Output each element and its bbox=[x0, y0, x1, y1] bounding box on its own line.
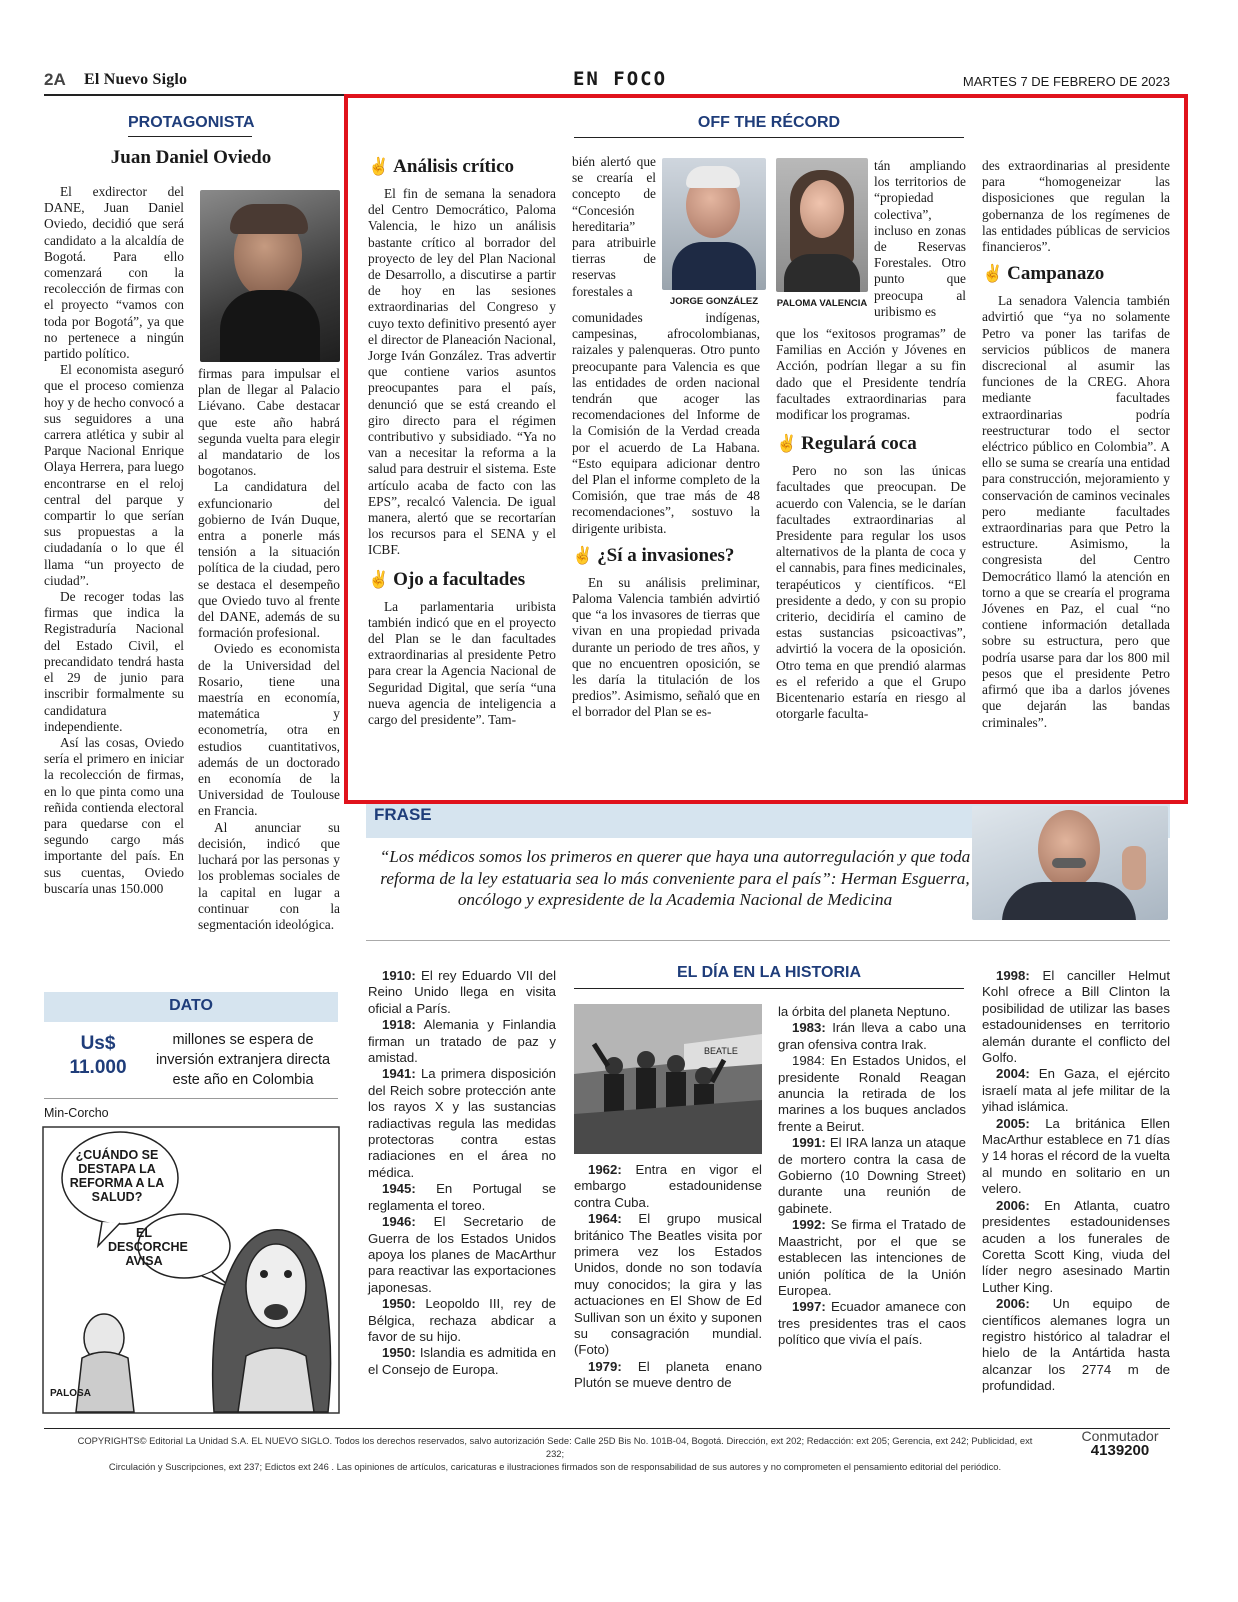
history-entry: 1910: El rey Eduardo VII del Reino Unido llega en visita oficial a París. bbox=[368, 968, 556, 1016]
footer-line: Circulación y Suscripciones, ext 237; Edictos ext 246 . Las opiniones de artículos, caricaturas e ilustraciones firmados son de responsabilidad de sus autores y no comprometen el pensamiento editorial del periódico. bbox=[108, 1461, 1002, 1472]
history-entry: 1992: Se firma el Tratado de Maastricht, por el que se establecen las intenciones de unión política de la Unión Europea. bbox=[778, 1217, 966, 1298]
section-title: EN FOCO bbox=[572, 68, 668, 90]
dato-text: millones se espera de inversión extranjera directa este año en Colombia bbox=[155, 1032, 331, 1088]
subhead-text: ¿Sí a invasiones? bbox=[597, 544, 735, 566]
cartoon-label: Min-Corcho bbox=[44, 1106, 109, 1120]
frase-label: FRASE bbox=[374, 805, 432, 824]
otr-col4 bbox=[982, 158, 1170, 731]
paragraph: De recoger todas las firmas que indica la Registraduría Nacional del Estado Civil, el precandidato tendrá hasta el 29 de junio para inscribir formalmente su candidatura independiente. bbox=[44, 589, 184, 734]
protagonista-name: Juan Daniel Oviedo bbox=[110, 147, 272, 168]
historia-col4 bbox=[982, 968, 1170, 1395]
history-entry: 1998: El canciller Helmut Kohl ofrece a Bill Clinton la posibilidad de utilizar las bases estadounidenses en territorio alemán durante el conflicto del Golfo. bbox=[982, 968, 1170, 1066]
otr-col2 bbox=[572, 310, 760, 721]
protagonista-rule bbox=[128, 136, 252, 137]
history-entry: 1950: Leopoldo III, rey de Bélgica, rechaza abdicar a favor de su hijo. bbox=[368, 1296, 556, 1344]
paragraph: El exdirector del DANE, Juan Daniel Oviedo, decidió que será candidato a la alcaldía de Bogotá. Para ello comenzará con la recolección de firmas con el proyecto “vamos con toda por Bogotá”, ya que no pertenece a ningún partido político. bbox=[44, 184, 184, 362]
paragraph: La candidatura del exfuncionario del gobierno de Iván Duque, entra a ponerle más tensión a la situación política de la ciudad, pero se destaca el desempeño que Oviedo tuvo al frente del DANE, además de su formación profesional. bbox=[198, 479, 340, 641]
paragraph: El economista aseguró que el proceso comienza hoy y de hecho convocó a sus seguidores a una carrera atlética y subir al Parque Nacional Enrique Olaya Herrera, para luego encontrarse en el reloj central del parque y compartir lo que serían sus propuestas a la ciudadanía o lo que él llama “un proyecto de ciudad”. bbox=[44, 362, 184, 588]
subhead-text: Análisis crítico bbox=[393, 156, 515, 177]
otr-col3-top: tán ampliando los territorios de “propiedad colectiva”, incluso en zonas de Reservas Forestales. Otro punto que preocupa al uribismo es bbox=[874, 158, 966, 319]
otr-col2-top: bién alertó que se crearía el concepto de “Concesión hereditaria” para atribuirle tierras de reservas forestales a bbox=[572, 154, 656, 299]
paragraph: firmas para impulsar el plan de llegar al Palacio Liévano. Cabe destacar que este año habrá segunda vuelta para elegir al mandatario de los bogotanos. bbox=[198, 366, 340, 479]
historia-col3 bbox=[778, 1004, 966, 1349]
newspaper-name: El Nuevo Siglo bbox=[84, 71, 188, 88]
subhead-text: Regulará coca bbox=[801, 433, 917, 455]
subhead-coca bbox=[776, 433, 966, 455]
paragraph: En su análisis preliminar, Paloma Valencia también advirtió que “a los invasores de tierras que vivan en una propiedad privada durante un periodo de tres años, y que no encuentren oposición, se les daría la titulación de los predios”. Asimismo, señaló que en el borrador del Plan se es- bbox=[572, 574, 760, 720]
gonzalez-photo bbox=[662, 158, 766, 290]
oviedo-photo bbox=[200, 190, 340, 362]
off-the-record-label: OFF THE RÉCORD bbox=[697, 114, 841, 131]
history-entry: 1983: Irán lleva a cabo una gran ofensiva contra Irak. bbox=[778, 1020, 966, 1052]
history-entry: 2006: Un equipo de científicos alemanes logra un registro histórico al taladrar el hielo de la Antártida hasta alcanzar los 2774 m de profundidad. bbox=[982, 1296, 1170, 1394]
frase-rule bbox=[366, 940, 1170, 941]
peace-hand-icon: ✌ bbox=[572, 545, 594, 565]
history-entry: 1950: Islandia es admitida en el Consejo de Europa. bbox=[368, 1345, 556, 1377]
paragraph: Así las cosas, Oviedo sería el primero en iniciar la recolección de firmas, en lo que pinta como una reñida contienda electoral para quedarse con el segundo cargo más importante del país. En sus cuentas, Oviedo buscaría unas 150.000 bbox=[44, 734, 184, 896]
dato-rule bbox=[44, 1098, 338, 1099]
subhead-text: Ojo a facultades bbox=[393, 568, 526, 590]
footer-rule bbox=[44, 1428, 1170, 1429]
dato-label: DATO bbox=[169, 997, 213, 1014]
history-entry: 1945: En Portugal se reglamenta el toreo. bbox=[368, 1181, 556, 1213]
protagonista-col1 bbox=[44, 184, 184, 897]
beatles-photo bbox=[574, 1004, 762, 1154]
otr-col3 bbox=[776, 326, 966, 722]
footer-copyright bbox=[70, 1434, 1040, 1473]
history-entry: la órbita del planeta Neptuno. bbox=[778, 1004, 951, 1019]
subhead-analisis bbox=[368, 156, 556, 178]
paragraph: El fin de semana la senadora del Centro Democrático, Paloma Valencia, le hizo un análisis bastante crítico al borrador del proyecto de ley del Plan Nacional de Desarrollo, a discutirse a partir de hoy en las sesiones extraordinarias del Congreso y cuyo texto definitivo presentó ayer el director de Planeación Nacional, Jorge Iván González. Tras advertir que contiene varios asuntos preocupantes para el país, denunció que se está creando el giro directo para el régimen contributivo y subsidiado. “Ya no van a necesitar la reforma a la salud para destruir el sistema. Este artículo acaba de facto con las EPS”, recalcó Valencia. De igual manera, alertó que se recortarían los recursos para el SENA y el ICBF. bbox=[368, 186, 556, 558]
history-entry: 1984: En Estados Unidos, el presidente Ronald Reagan anuncia la retirada de los marines a los buques anclados frente a Beirut. bbox=[778, 1053, 966, 1134]
paragraph: Pero no son las únicas facultades que preocupan. De acuerdo con Valencia, se le darían facultades extraordinarias al Presidente para regular los usos alternativos de la planta de coca y el cannabis, para fines medicinales, terapéuticos y científicos. “El presidente a dedo, y con su propio criterio, decidiría el camino de estas sustancias psicoactivas”, advirtió la vocera de la oposición. Otro tema en que prendió alarmas es el referido a que el Grupo Bicentenario estaría en riesgo al otorgarle faculta- bbox=[776, 463, 966, 722]
history-entry: 1991: El IRA lanza un ataque de mortero contra la casa de Gobierno (10 Downing Street) durante una reunión de gabinete. bbox=[778, 1135, 966, 1216]
switchboard-label: Conmutador bbox=[1081, 1428, 1159, 1444]
historia-col2 bbox=[574, 1162, 762, 1392]
paragraph: Oviedo es economista de la Universidad del Rosario, tiene una maestría en economía, matemática y econometría, otra en estudios cuantitativos, además de un doctorado en economía de la Universidad de Toulouse en Francia. bbox=[198, 641, 340, 819]
peace-hand-icon: ✌ bbox=[982, 264, 1004, 284]
esguerra-photo bbox=[972, 806, 1168, 920]
historia-label: EL DÍA EN LA HISTORIA bbox=[676, 964, 861, 981]
beatles-photo-sign: BEATLE bbox=[704, 1046, 738, 1056]
paragraph: La parlamentaria uribista también indicó que en el proyecto del Plan se le dan facultades extraordinarias al presidente Petro para crear la Agencia Nacional de Seguridad Digital, que sería “una nueva agencia de inteligencia a cargo del presidente”. Tam- bbox=[368, 598, 556, 728]
history-entry: 2005: La británica Ellen MacArthur establece en 71 días y 14 horas el récord de la vuelta al mundo en solitario en un velero. bbox=[982, 1115, 1170, 1197]
historia-rule bbox=[574, 988, 964, 989]
peace-hand-icon: ✌ bbox=[368, 569, 390, 589]
page-number: 2A bbox=[44, 70, 66, 89]
subhead-facultades bbox=[368, 569, 556, 591]
paragraph: Al anunciar su decisión, indicó que luchará por las personas y los problemas sociales de la capital en lugar a continuar con la segmentación ideológica. bbox=[198, 819, 340, 932]
history-entry: 1941: La primera disposición del Reich sobre protección ante los rayos X y las sustancias radiactivas regula las medidas protectoras contra estas radiaciones en el área no médica. bbox=[368, 1066, 556, 1180]
historia-col1 bbox=[368, 968, 556, 1378]
switchboard-number: 4139200 bbox=[1090, 1442, 1150, 1459]
peace-hand-icon: ✌ bbox=[368, 157, 390, 176]
frase-quote: “Los médicos somos los primeros en querer que haya una autorregulación y que toda reforma de la ley estatuaria sea lo más conveniente para el país”: Herman Esguerra, oncólogo y expresidente de la Academia Nacional de Medicina bbox=[379, 847, 971, 909]
footer-line: COPYRIGHTS© Editorial La Unidad S.A. EL NUEVO SIGLO. Todos los derechos reservados, salvo autorización Sede: Calle 25D Bis No. 101B-04, Bogotá. Dirección, ext 202; Redacción: ext 205; Gerencia, ext 242; Publicidad, ext 232; bbox=[77, 1435, 1033, 1459]
history-entry: 2004: En Gaza, el ejército israelí mata al jefe militar de la yihad islámica. bbox=[982, 1066, 1170, 1115]
history-entry: 1964: El grupo musical británico The Beatles visita por primera vez los Estados Unidos, donde no son todavía muy conocidos; la gira y las actuaciones en El Show de Ed Sullivan son un éxito y suponen su consagración mundial. (Foto) bbox=[574, 1211, 762, 1358]
history-entry: 1979: El planeta enano Plutón se mueve dentro de bbox=[574, 1358, 762, 1391]
peace-hand-icon: ✌ bbox=[776, 434, 798, 454]
protagonista-col2 bbox=[198, 366, 340, 933]
paragraph: La senadora Valencia también advirtió que “ya no solamente Petro va poner las tarifas de servicios públicos de manera discrecional al asumir las funciones de la CREG. Ahora mediante facultades extraordinarias podría reestructurar todo el sector eléctrico público en Colombia”. A ello se suma se crearía una entidad para construcción, mejoramiento y conservación de caminos vecinales pero mediante facultades extraordinarias para que Petro la estructure. Asimismo, la congresista del Centro Democrático llamó la atención en torno a que se crearía el programa Jóvenes en Paz, el cual “no contiene información detallada sobre su estructura, pero que podría usarse para dar los 800 mil pesos que el presidente Petro afirmó que iba a darlos jóvenes que dejarán las bandas criminales”. bbox=[982, 293, 1170, 730]
history-entry: 1918: Alemania y Finlandia firman un tratado de paz y amistad. bbox=[368, 1017, 556, 1066]
history-entry: 1962: Entra en vigor el embargo estadounidense contra Cuba. bbox=[574, 1162, 762, 1210]
cartoon-bubble-1: ¿CUÁNDO SE DESTAPA LA REFORMA A LA SALUD? bbox=[69, 1148, 165, 1204]
paragraph: comunidades indígenas, campesinas, afrocolombianas, raizales y palenqueras. Otro punto preocupante para Valencia es que las entidades de orden nacional tendrán que acoger las recomendaciones del Informe de la Comisión de la Verdad creada por el acuerdo de La Habana. “Esto equipara adicionar dentro del Plan el informe completo de la Comisión, que trae más de 48 recomendaciones”, sostuvo la dirigente uribista. bbox=[572, 310, 760, 536]
subhead-invasiones bbox=[572, 545, 760, 567]
issue-date: MARTES 7 DE FEBRERO DE 2023 bbox=[962, 74, 1170, 89]
dato-amount: Us$ 11.000 bbox=[69, 1033, 127, 1078]
cartoon-signature: PALOSA bbox=[50, 1388, 91, 1399]
history-entry: 1946: El Secretario de Guerra de los Estados Unidos apoya los planes de MacArthur para reactivar las exportaciones japonesas. bbox=[368, 1214, 556, 1295]
history-entry: 1997: Ecuador amanece con tres presidentes tras el caos político que vivía el país. bbox=[778, 1299, 966, 1348]
off-the-record-rule bbox=[574, 137, 964, 138]
protagonista-label: PROTAGONISTA bbox=[128, 114, 255, 131]
gonzalez-caption: JORGE GONZÁLEZ bbox=[669, 296, 759, 307]
paragraph: que los “exitosos programas” de Familias en Acción y Jóvenes en Acción, podrían llegar a su fin dado que el Presidente tendría facultades extraordinarias para modificar los programas. bbox=[776, 326, 966, 423]
valencia-photo bbox=[776, 158, 868, 292]
paragraph: des extraordinarias al presidente para “homogeneizar las disposiciones que regulan la gobernanza de los regímenes de las entidades públicas de servicios financieros”. bbox=[982, 158, 1170, 255]
subhead-campanazo bbox=[982, 263, 1170, 285]
otr-col1 bbox=[368, 150, 556, 728]
cartoon-bubble-2: EL DESCORCHE AVISA bbox=[108, 1226, 188, 1268]
valencia-caption: PALOMA VALENCIA bbox=[776, 298, 868, 309]
subhead-text: Campanazo bbox=[1007, 263, 1105, 285]
history-entry: 2006: En Atlanta, cuatro presidentes estadounidenses acuden a los funerales de Coretta Scott King, viuda del líder negro asesinado Martin Luther King. bbox=[982, 1197, 1170, 1295]
